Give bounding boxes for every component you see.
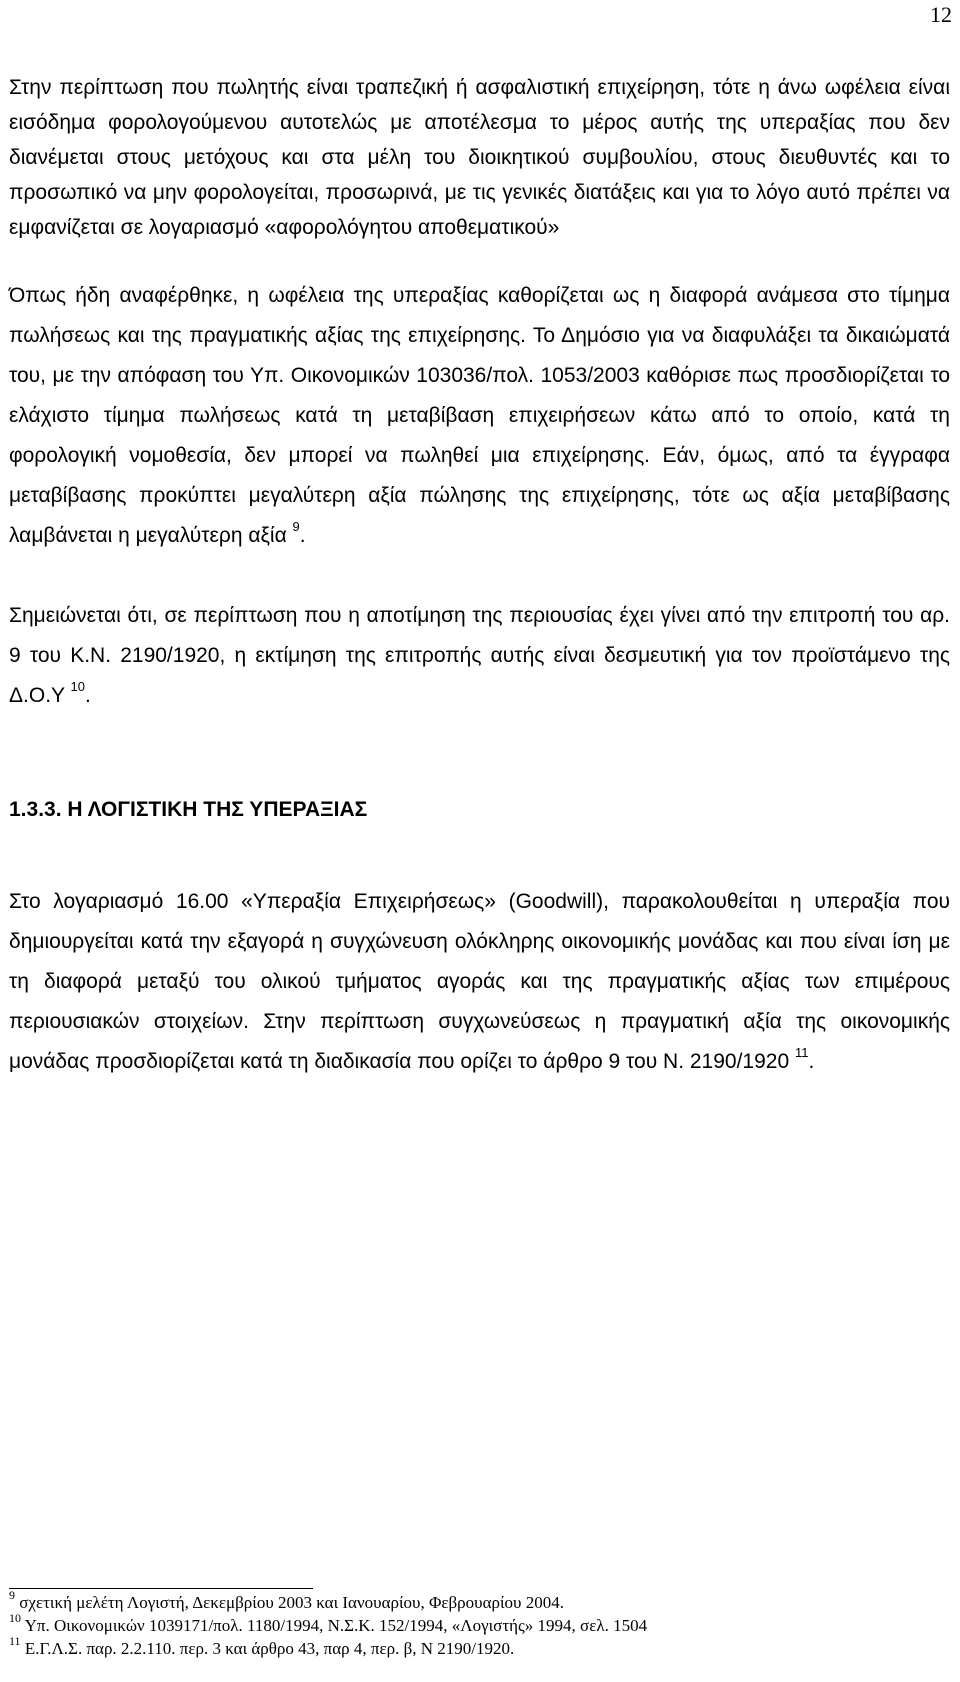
footnote-text: σχετική μελέτη Λογιστή, Δεκεμβρίου 2003 και Ιανουαρίου, Φεβρουαρίου 2004. <box>15 1593 564 1612</box>
footnote-mark: 11 <box>9 1634 21 1649</box>
section-heading: 1.3.3. Η ΛΟΓΙΣΤΙΚΗ ΤΗΣ ΥΠΕΡΑΞΙΑΣ <box>9 798 368 821</box>
footnote-mark: 10 <box>9 1611 21 1626</box>
footnote-divider <box>9 1588 313 1589</box>
paragraph-goodwill-benefit <box>9 276 950 556</box>
paragraph-end: . <box>84 684 91 707</box>
paragraph-text: Σημειώνεται ότι, σε περίπτωση που η αποτίμηση της περιουσίας έχει γίνει από την επιτροπή του αρ. 9 του Κ.Ν. 2190/1920, η εκτίμηση της επιτροπής αυτής είναι δεσμευτική για τον προϊστάμενο της Δ.Ο.Υ <box>9 604 950 707</box>
footnote-10 <box>9 1611 950 1637</box>
footnotes-section <box>9 1588 950 1660</box>
footnote-text: Ε.Γ.Λ.Σ. παρ. 2.2.110. περ. 3 και άρθρο 43, παρ 4, περ. β, Ν 2190/1920. <box>20 1639 515 1658</box>
footnote-text: Υπ. Οικονομικών 1039171/πολ. 1180/1994, Ν.Σ.Κ. 152/1994, «Λογιστής» 1994, σελ. 1504 <box>21 1616 648 1635</box>
paragraph-end: . <box>808 1050 815 1073</box>
paragraph-valuation-committee <box>9 596 950 716</box>
footnote-reference[interactable]: 11 <box>794 1045 809 1060</box>
page-number: 12 <box>930 2 952 27</box>
paragraph-text: Στο λογαριασμό 16.00 «Υπεραξία Επιχειρήσεως» (Goodwill), παρακολουθείται η υπεραξία που δημιουργείται κατά την εξαγορά η συγχώνευση ολόκληρης οικονομικής μονάδας και που είναι ίση με τη διαφορά μεταξύ του ολικού τμήματος αγοράς και της πραγματικής αξίας των επιμέρους περιουσιακών στοιχείων. Στην περίπτωση συγχωνεύσεως η πραγματική αξία της οικονομικής μονάδας προσδιορίζεται κατά τη διαδικασία που ορίζει το άρθρο 9 του Ν. 2190/1920 <box>9 890 950 1073</box>
paragraph-bank-insurance <box>9 70 950 245</box>
footnote-mark: 9 <box>9 1588 15 1603</box>
footnote-reference[interactable]: 10 <box>70 679 85 694</box>
footnote-11 <box>9 1634 950 1660</box>
page-body <box>9 70 950 1082</box>
footnote-reference[interactable]: 9 <box>292 519 300 534</box>
paragraph-text: Όπως ήδη αναφέρθηκε, η ωφέλεια της υπεραξίας καθορίζεται ως η διαφορά ανάμεσα στο τίμημα πωλήσεως και της πραγματικής αξίας της επιχείρησης. Το Δημόσιο για να διαφυλάξει τα δικαιώματά του, με την απόφαση του Υπ. Οικονομικών 103036/πολ. 1053/2003 καθόρισε πως προσδιορίζεται το ελάχιστο τίμημα πωλήσεως κατά τη μεταβίβαση επιχειρήσεων κάτω από το οποίο, κατά τη φορολογική νομοθεσία, δεν μπορεί να πωληθεί μια επιχείρησης. Εάν, όμως, από τα έγγραφα μεταβίβασης προκύπτει μεγαλύτερη αξία πώλησης της επιχείρησης, τότε ως αξία μεταβίβασης λαμβάνεται η μεγαλύτερη αξία <box>9 284 950 547</box>
paragraph-end: . <box>299 524 306 547</box>
paragraph-goodwill-account <box>9 882 950 1082</box>
footnote-9 <box>9 1588 950 1614</box>
paragraph-text: Στην περίπτωση που πωλητής είναι τραπεζική ή ασφαλιστική επιχείρηση, τότε η άνω ωφέλεια είναι εισόδημα φορολογούμενου αυτοτελώς με αποτέλεσμα το μέρος αυτής της υπεραξίας που δεν διανέμεται στους μετόχους και στα μέλη του διοικητικού συμβουλίου, στους διευθυντές και το προσωπικό να μην φορολογείται, προσωρινά, με τις γενικές διατάξεις και για το λόγο αυτό πρέπει να εμφανίζεται σε λογαριασμό «αφορολόγητου αποθεματικού» <box>9 76 950 239</box>
